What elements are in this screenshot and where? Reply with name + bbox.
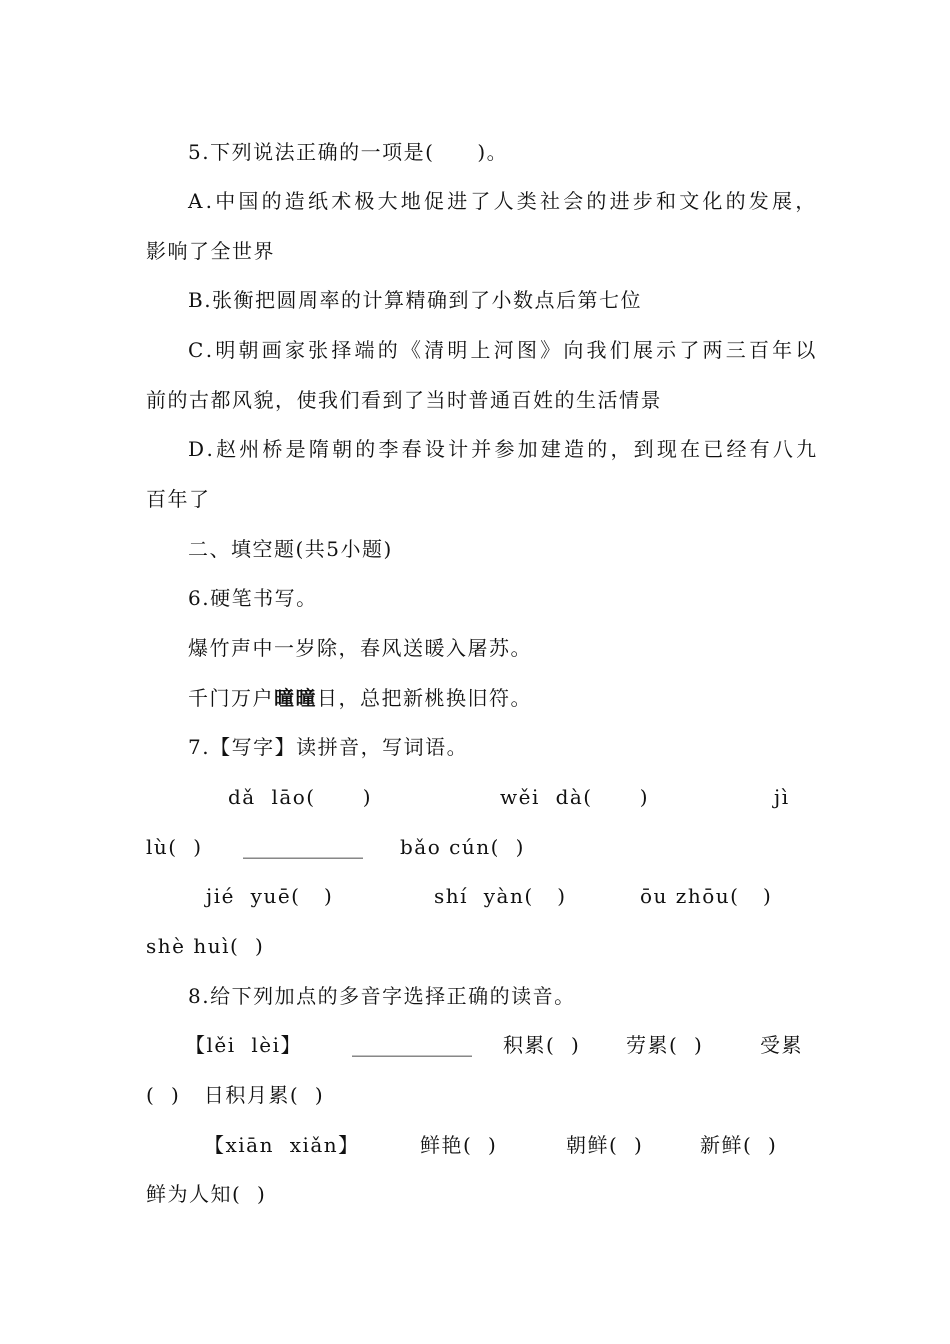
q7-row2-item2: bǎo cún( ): [400, 835, 525, 859]
q5-stem: 5.下列说法正确的一项是( )。: [188, 140, 509, 164]
q7-row2-dash: ____________: [243, 835, 363, 859]
poem-line2-bold: 曈曈: [274, 686, 317, 710]
q8-lei-item3: 受累: [760, 1033, 803, 1057]
q8-xian-item1: 鲜艳( ): [420, 1133, 498, 1157]
q7-row3-item1: jié yuē( ): [206, 884, 334, 908]
q8-xian-item2: 朝鲜( ): [566, 1133, 644, 1157]
q5-option-d-line2: 百年了: [146, 487, 211, 511]
poem-line2-pre: 千门万户: [188, 686, 274, 710]
q7-row3-item2: shí yàn( ): [434, 884, 567, 908]
q5-option-a-line1: A.中国的造纸术极大地促进了人类社会的进步和文化的发展，: [188, 189, 819, 213]
q6-poem-line1: 爆竹声中一岁除，春风送暖入屠苏。: [188, 636, 532, 660]
q6-poem-line2: [188, 684, 532, 712]
q7-row1-item1: dǎ lāo( ): [228, 785, 373, 809]
q8-lei-label: 【lěi lèi】: [185, 1033, 302, 1057]
q7-stem: 7.【写字】读拼音，写词语。: [188, 735, 469, 759]
section-title: 二、填空题(共5小题): [188, 537, 393, 561]
q8-lei-item1: 积累( ): [503, 1033, 581, 1057]
q8-lei-dash: ____________: [352, 1033, 472, 1057]
q7-row1-item3: jì: [774, 785, 790, 809]
q5-option-c-line2: 前的古都风貌，使我们看到了当时普通百姓的生活情景: [146, 388, 662, 412]
q5-option-d-line1: D.赵州桥是隋朝的李春设计并参加建造的，到现在已经有八九: [188, 437, 820, 461]
q6-stem: 6.硬笔书写。: [188, 586, 318, 610]
q7-row2-item1: lù( ): [146, 835, 203, 859]
q5-option-a-line2: 影响了全世界: [146, 239, 275, 263]
q5-option-b: B.张衡把圆周率的计算精确到了小数点后第七位: [188, 288, 643, 312]
q8-lei-item2: 劳累( ): [626, 1033, 704, 1057]
q7-row4: shè huì( ): [146, 934, 265, 958]
poem-line2-post: 日，总把新桃换旧符。: [317, 686, 532, 710]
q5-option-c-line1: C.明朝画家张择端的《清明上河图》向我们展示了两三百年以: [188, 338, 819, 362]
q8-lei-line2: ( ) 日积月累( ): [146, 1083, 325, 1107]
q7-row1-item2: wěi dà( ): [500, 785, 650, 809]
q8-stem: 8.给下列加点的多音字选择正确的读音。: [188, 984, 576, 1008]
q8-xian-label: 【xiān xiǎn】: [204, 1133, 360, 1157]
q7-row3-item3: ōu zhōu( ): [640, 884, 773, 908]
q8-xian-item3: 新鲜( ): [700, 1133, 778, 1157]
q8-xian-line2: 鲜为人知( ): [146, 1182, 267, 1206]
